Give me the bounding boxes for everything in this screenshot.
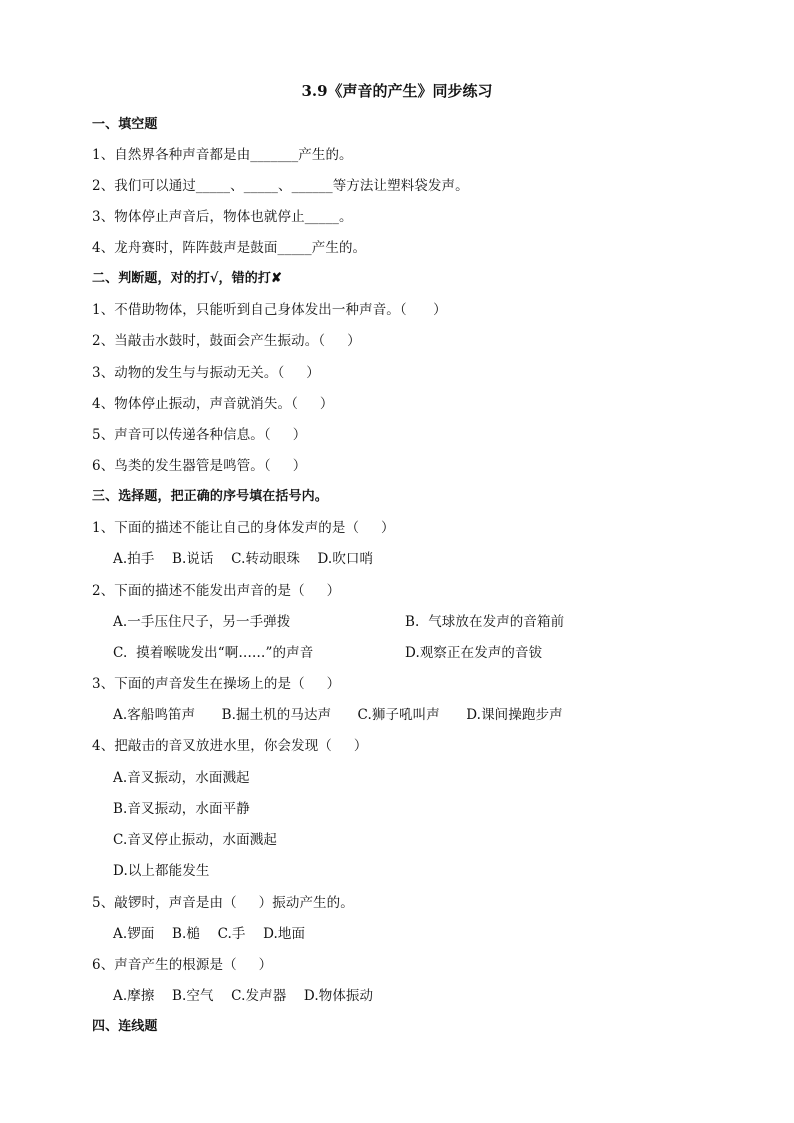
choice-question-3: 3、下面的声音发生在操场上的是（ ）	[92, 676, 341, 692]
choice-question-5: 5、敲锣时，声音是由（ ）振动产生的。	[92, 895, 354, 911]
fill-question-4: 4、龙舟赛时，阵阵鼓声是鼓面_____产生的。	[92, 240, 367, 256]
choice-question-2-option-b: B. 气球放在发声的音箱前	[405, 614, 565, 630]
choice-question-2-option-d: D.观察正在发声的音钹	[405, 645, 543, 661]
fill-question-2: 2、我们可以通过_____、_____、______等方法让塑料袋发声。	[92, 178, 469, 194]
section-heading-fill: 一、填空题	[92, 117, 158, 132]
choice-question-2-option-a: A.一手压住尺子，另一手弹拨	[113, 614, 291, 630]
choice-question-5-options: A.锣面 B.槌 C.手 D.地面	[113, 926, 306, 942]
judge-question-2: 2、当敲击水鼓时，鼓面会产生振动。（ ）	[92, 333, 361, 349]
choice-question-4-option-c: C.音叉停止振动，水面溅起	[113, 832, 277, 848]
fill-question-1: 1、自然界各种声音都是由_______产生的。	[92, 147, 353, 163]
choice-question-1: 1、下面的描述不能让自己的身体发声的是（ ）	[92, 520, 395, 536]
fill-question-3: 3、物体停止声音后，物体也就停止_____。	[92, 209, 353, 225]
choice-question-6-options: A.摩擦 B.空气 C.发声器 D.物体振动	[113, 988, 374, 1004]
choice-question-6: 6、声音产生的根源是（ ）	[92, 957, 273, 973]
choice-question-2: 2、下面的描述不能发出声音的是（ ）	[92, 583, 341, 599]
section-heading-choice: 三、选择题，把正确的序号填在括号内。	[92, 489, 328, 504]
choice-question-4-option-d: D.以上都能发生	[113, 863, 210, 879]
choice-question-1-options: A.拍手 B.说话 C.转动眼珠 D.吹口哨	[113, 551, 374, 567]
section-heading-judge: 二、判断题，对的打√，错的打✘	[92, 271, 282, 286]
judge-question-4: 4、物体停止振动，声音就消失。（ ）	[92, 396, 334, 412]
choice-question-4-option-b: B.音叉振动，水面平静	[113, 801, 250, 817]
section-heading-connect: 四、连线题	[92, 1019, 158, 1034]
judge-question-5: 5、声音可以传递各种信息。（ ）	[92, 427, 307, 443]
choice-question-3-options: A.客船鸣笛声 B.掘土机的马达声 C.狮子吼叫声 D.课间操跑步声	[113, 707, 563, 723]
judge-question-3: 3、动物的发生与与振动无关。（ ）	[92, 365, 320, 381]
judge-question-6: 6、鸟类的发生器管是鸣管。（ ）	[92, 458, 307, 474]
choice-question-4: 4、把敲击的音叉放进水里，你会发现（ ）	[92, 738, 368, 754]
document-title: 3.9《声音的产生》同步练习	[301, 82, 493, 100]
judge-question-1: 1、不借助物体，只能听到自己身体发出一种声音。（ ）	[92, 302, 447, 318]
choice-question-2-option-c: C. 摸着喉咙发出“啊……”的声音	[113, 645, 314, 661]
choice-question-4-option-a: A.音叉振动，水面溅起	[113, 770, 250, 786]
